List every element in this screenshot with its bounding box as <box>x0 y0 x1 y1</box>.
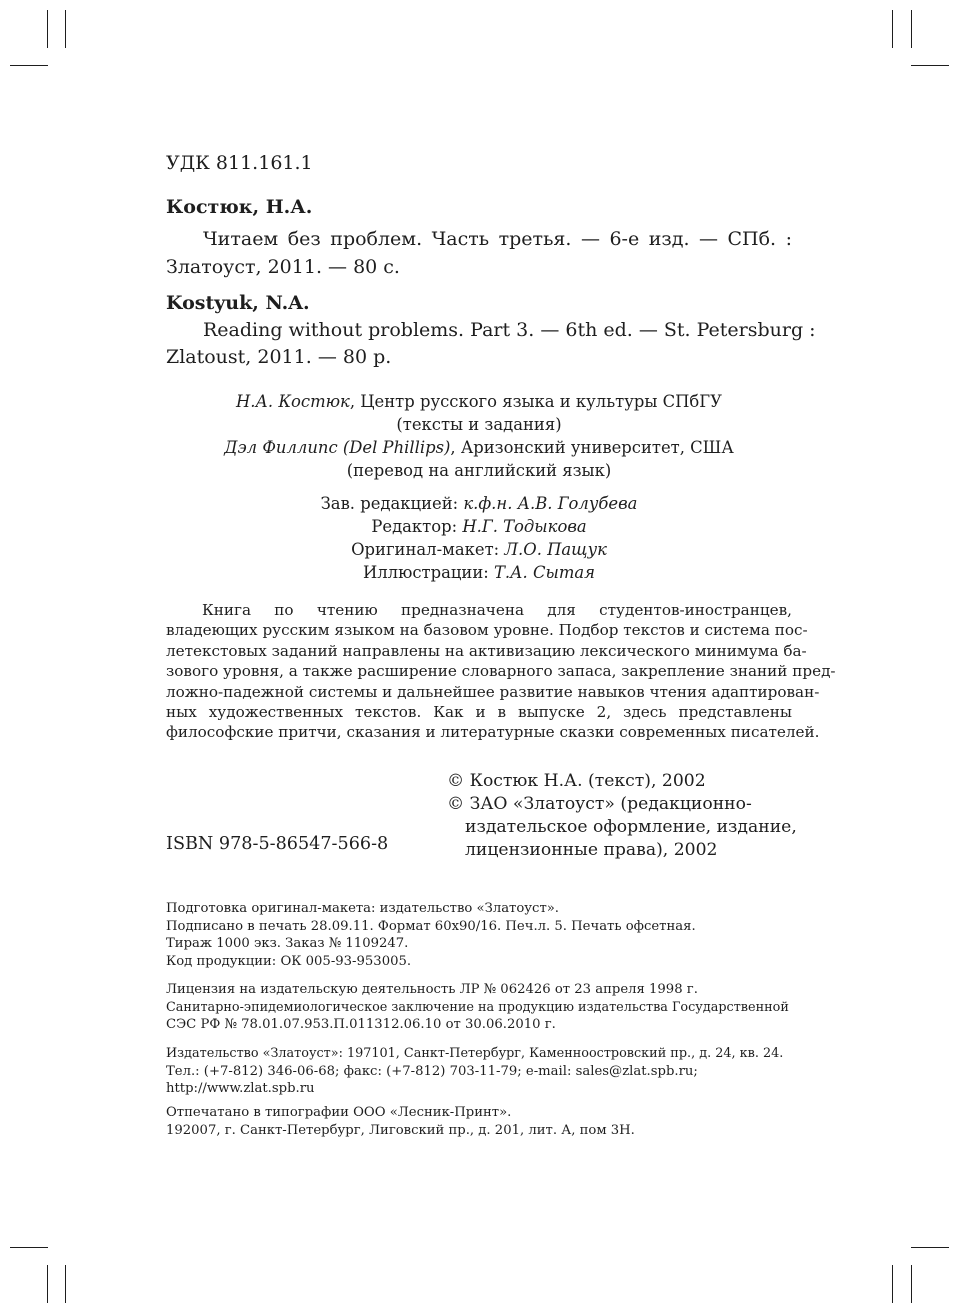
printer-block <box>166 1104 635 1139</box>
license-line: СЭС РФ № 78.01.07.953.П.011312.06.10 от 30.06.2010 г. <box>166 1017 556 1033</box>
author-name: Н.А. Костюк <box>236 392 350 411</box>
license-block <box>166 981 789 1034</box>
abstract-line: летекстовых заданий направлены на активизацию лексического минимума ба- <box>166 641 807 660</box>
imprint-line: Тираж 1000 экз. Заказ № 1109247. <box>166 936 409 952</box>
copyright-line: © ЗАО «Златоуст» (редакционно- <box>447 794 752 814</box>
printer-line: Отпечатано в типографии ООО «Лесник-Принт». <box>166 1105 512 1120</box>
crop-mark <box>911 10 912 48</box>
crop-mark <box>10 65 48 66</box>
staff-line <box>166 515 792 538</box>
publisher-contacts <box>166 1045 783 1098</box>
abstract-line: философские притчи, сказания и литературные сказки современных писателей. <box>166 723 820 742</box>
en-title-line: Reading without problems. Part 3. — 6th ed. — St. Petersburg : <box>203 319 816 341</box>
authors-block <box>166 390 792 482</box>
abstract-line: ных художественных текстов. Как и в выпуске 2, здесь представлены <box>166 703 792 722</box>
crop-mark <box>892 10 893 48</box>
crop-mark <box>65 1265 66 1303</box>
staff-name: Н.Г. Тодыкова <box>462 517 587 536</box>
crop-mark <box>65 10 66 48</box>
ru-author: Костюк, Н.А. <box>166 196 313 218</box>
crop-mark <box>47 1265 48 1303</box>
contact-line: Тел.: (+7-812) 346-06-68; факс: (+7-812) 703-11-79; e-mail: sales@zlat.spb.ru; <box>166 1063 698 1079</box>
crop-mark <box>911 1265 912 1303</box>
staff-line <box>166 492 792 515</box>
crop-mark <box>10 1247 48 1248</box>
license-line: Лицензия на издательскую деятельность ЛР № 062426 от 23 апреля 1998 г. <box>166 982 698 997</box>
abstract-line: ложно-падежной системы и дальнейшее развитие навыков чтения адаптирован- <box>166 682 820 701</box>
crop-mark <box>47 10 48 48</box>
printer-line: 192007, г. Санкт-Петербург, Лиговский пр., д. 201, лит. А, пом 3Н. <box>166 1122 635 1138</box>
ru-imprint-line: Златоуст, 2011. — 80 с. <box>166 256 400 278</box>
staff-name: к.ф.н. А.В. Голубева <box>463 494 638 513</box>
author-line <box>166 390 792 413</box>
license-line: Санитарно-эпидемиологическое заключение на продукцию издательства Государственной <box>166 999 789 1015</box>
abstract-line: зового уровня, а также расширение словарного запаса, закрепление знаний пред- <box>166 662 836 681</box>
imprint-line: Подписано в печать 28.09.11. Формат 60x90/16. Печ.л. 5. Печать офсетная. <box>166 918 696 934</box>
copyright-line: лицензионные права), 2002 <box>465 840 718 860</box>
staff-role: Зав. редакцией: <box>320 494 464 513</box>
staff-name: Т.А. Сытая <box>493 563 596 582</box>
author-affiliation: , Аризонский университет, США <box>450 438 734 457</box>
isbn: ISBN 978-5-86547-566-8 <box>166 834 389 854</box>
abstract-line: Книга по чтению предназначена для студентов-иностранцев, <box>202 601 792 619</box>
abstract-line: владеющих русским языком на базовом уровне. Подбор текстов и система пос- <box>166 621 808 640</box>
imprint-block <box>166 900 696 970</box>
author-name: Дэл Филлипс (Del Phillips) <box>224 438 451 457</box>
udk-code: УДК 811.161.1 <box>166 152 313 174</box>
author-line <box>166 436 792 459</box>
contact-line: Издательство «Златоуст»: 197101, Санкт-Петербург, Каменноостровский пр., д. 24, кв. 24. <box>166 1046 784 1061</box>
copyright-line: издательское оформление, издание, <box>465 817 797 837</box>
staff-line <box>166 538 792 561</box>
staff-line <box>166 561 792 584</box>
en-imprint-line: Zlatoust, 2011. — 80 p. <box>166 346 392 368</box>
author-role: (тексты и задания) <box>396 415 562 434</box>
imprint-line: Подготовка оригинал-макета: издательство «Златоуст». <box>166 901 559 916</box>
copyright-line: © Костюк Н.А. (текст), 2002 <box>447 771 706 791</box>
author-affiliation: , Центр русского языка и культуры СПбГУ <box>349 392 722 411</box>
abstract <box>166 600 836 743</box>
imprint-line: Код продукции: ОК 005-93-953005. <box>166 953 412 969</box>
en-author: Kostyuk, N.A. <box>166 292 310 314</box>
author-role: (перевод на английский язык) <box>346 461 612 480</box>
copyright-block <box>447 770 797 862</box>
crop-mark <box>911 65 949 66</box>
staff-block <box>166 492 792 584</box>
staff-name: Л.О. Пащук <box>504 540 607 559</box>
crop-mark <box>911 1247 949 1248</box>
staff-role: Редактор: <box>371 517 463 536</box>
staff-role: Иллюстрации: <box>362 563 494 582</box>
ru-title-line: Читаем без проблем. Часть третья. — 6-е изд. — СПб. : <box>203 228 792 250</box>
crop-mark <box>892 1265 893 1303</box>
contact-line: http://www.zlat.spb.ru <box>166 1081 315 1097</box>
staff-role: Оригинал-макет: <box>351 540 505 559</box>
